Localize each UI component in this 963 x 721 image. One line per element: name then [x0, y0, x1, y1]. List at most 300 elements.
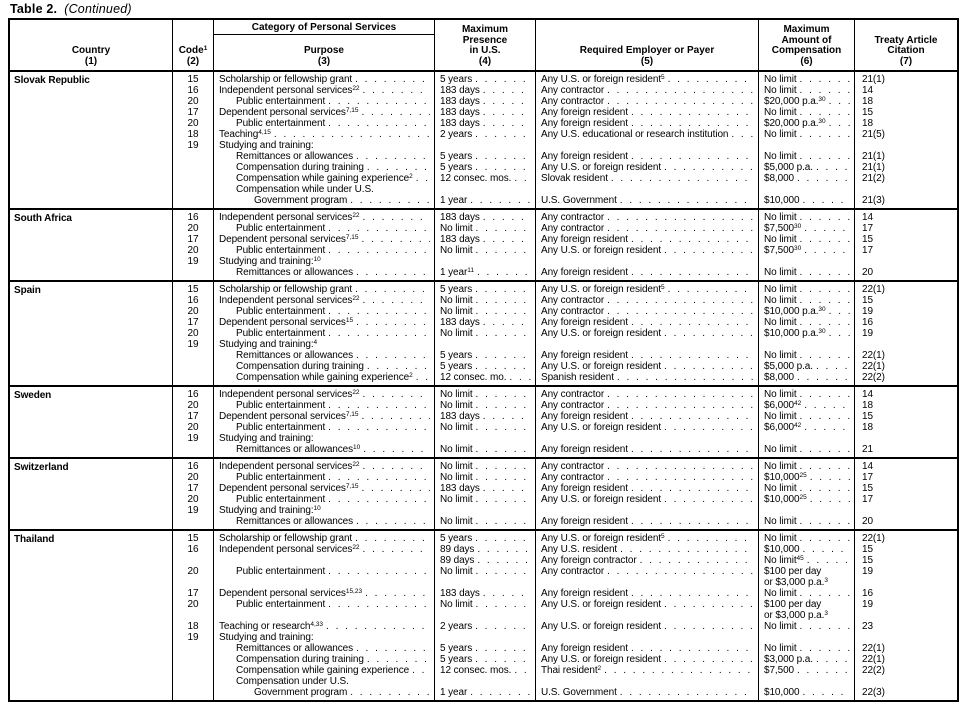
dot-leader	[358, 234, 430, 245]
presence-value: No limit . . .	[435, 566, 535, 577]
purpose-cell	[214, 387, 435, 457]
dot-leader	[797, 533, 850, 544]
payer-text: Any contractor . . .	[536, 472, 758, 483]
purpose-text: Independent personal services$^{22}$ . . .	[214, 212, 434, 223]
payer-text	[536, 140, 758, 151]
dot-leader	[661, 494, 754, 505]
dot-leader	[807, 494, 850, 505]
dot-leader	[472, 162, 531, 173]
dot-leader	[480, 588, 531, 599]
compensation-value	[759, 184, 854, 195]
dot-leader	[797, 516, 850, 527]
payer-text: Any contractor . . .	[536, 566, 758, 577]
presence-value: 1 year . . .	[435, 687, 535, 698]
header-purpose-label: Purpose	[303, 45, 344, 56]
purpose-text: Public entertainment . . .	[214, 400, 434, 411]
compensation-value	[759, 632, 854, 643]
compensation-cell	[759, 387, 855, 457]
purpose-text: Dependent personal services$^{15,23}$ . . .	[214, 588, 434, 599]
presence-value: No limit . . .	[435, 400, 535, 411]
payer-text: Any contractor . . .	[536, 96, 758, 107]
payer-text: U.S. Government . . .	[536, 687, 758, 698]
compensation-value	[759, 676, 854, 687]
code-value: 17	[187, 234, 199, 245]
dot-leader	[409, 665, 430, 676]
purpose-text: Public entertainment . . .	[214, 472, 434, 483]
payer-text: Any U.S. or foreign resident . . .	[536, 621, 758, 632]
code-value: 20	[187, 118, 199, 129]
payer-cell	[536, 72, 759, 208]
dot-leader	[360, 212, 430, 223]
dot-leader	[364, 162, 430, 173]
payer-text: Any foreign resident . . .	[536, 151, 758, 162]
dot-leader	[604, 85, 754, 96]
dot-leader	[797, 483, 850, 494]
dot-leader	[794, 665, 850, 676]
payer-text: Any U.S. or foreign resident . . .	[536, 599, 758, 610]
dot-leader	[797, 588, 850, 599]
country-section	[10, 72, 957, 208]
dot-leader	[325, 599, 430, 610]
purpose-text: Public entertainment . . .	[214, 422, 434, 433]
purpose-text: Compensation while gaining experience$^2$ . . .	[214, 173, 434, 184]
citation-value: 23	[862, 621, 873, 632]
code-value: 16	[187, 461, 199, 472]
dot-leader	[473, 306, 531, 317]
dot-leader	[480, 212, 531, 223]
footnote-reference: 22	[352, 85, 360, 92]
dot-leader	[506, 372, 531, 383]
presence-value: No limit . . .	[435, 444, 535, 455]
country-name: Slovak Republic	[14, 75, 90, 86]
payer-text: Slovak resident . . .	[536, 173, 758, 184]
code-value: 20	[187, 400, 199, 411]
compensation-value: No limit . . .	[759, 212, 854, 223]
dot-leader	[325, 566, 430, 577]
table-header-row	[10, 20, 957, 72]
dot-leader	[628, 118, 754, 129]
code-value: 17	[187, 107, 199, 118]
code-value: 19	[187, 256, 199, 267]
compensation-value: No limit . . .	[759, 411, 854, 422]
dot-leader	[797, 411, 850, 422]
dot-leader	[325, 328, 430, 339]
dot-leader	[628, 151, 754, 162]
compensation-cell	[759, 459, 855, 529]
country-section	[10, 208, 957, 280]
dot-leader	[472, 151, 531, 162]
footnote-reference: 3	[824, 610, 828, 617]
citation-value: 21(1)	[862, 74, 885, 85]
footnote-reference: 42	[794, 422, 802, 429]
footnote-reference: 7,15	[345, 483, 359, 490]
dot-leader	[480, 96, 531, 107]
dot-leader	[467, 687, 531, 698]
purpose-text: Independent personal services$^{22}$ . . .	[214, 85, 434, 96]
payer-text: Any foreign resident . . .	[536, 267, 758, 278]
code-value	[173, 195, 213, 206]
presence-value: 5 years . . .	[435, 151, 535, 162]
dot-leader	[797, 129, 850, 140]
compensation-value: $10,000 . . .	[759, 544, 854, 555]
payer-text: Any contractor . . .	[536, 400, 758, 411]
code-value	[173, 676, 213, 687]
purpose-text: Dependent personal services$^{7,15}$ . . .	[214, 483, 434, 494]
footnote-reference: 30	[794, 223, 802, 230]
citation-value: 15	[862, 234, 873, 245]
payer-text: Any foreign resident . . .	[536, 317, 758, 328]
citation-cell	[855, 459, 957, 529]
payer-text: Any contractor . . .	[536, 85, 758, 96]
code-value	[173, 184, 213, 195]
dot-leader	[801, 245, 850, 256]
presence-value	[435, 610, 535, 621]
dot-leader	[797, 74, 850, 85]
code-value	[173, 643, 213, 654]
dot-leader	[413, 372, 430, 383]
code-value	[173, 162, 213, 173]
presence-value: No limit . . .	[435, 422, 535, 433]
presence-value	[435, 256, 535, 267]
payer-text: Any contractor . . .	[536, 223, 758, 234]
presence-value: 5 years . . .	[435, 284, 535, 295]
purpose-text: Studying and training:$^{10}$	[219, 505, 321, 516]
country-name: Thailand	[14, 534, 55, 545]
citation-value: 22(1)	[862, 361, 885, 372]
citation-value: 19	[862, 328, 873, 339]
presence-value: 1 year . . .	[435, 195, 535, 206]
dot-leader	[473, 389, 531, 400]
dot-leader	[480, 107, 531, 118]
payer-text: Any foreign resident . . .	[536, 350, 758, 361]
purpose-cell	[214, 72, 435, 208]
footnote-reference: 3	[824, 577, 828, 584]
dot-leader	[604, 461, 754, 472]
citation-value: 16	[862, 317, 873, 328]
dot-leader	[601, 665, 754, 676]
citation-value: 17	[862, 245, 873, 256]
compensation-value: No limit . . .	[759, 461, 854, 472]
payer-text: Any foreign resident . . .	[536, 516, 758, 527]
citation-cell	[855, 282, 957, 385]
payer-text: Any U.S. or foreign resident . . .	[536, 162, 758, 173]
footnote-reference: 2	[409, 372, 413, 379]
footnote-reference: 25	[799, 494, 807, 501]
code-value: 20	[187, 223, 199, 234]
code-value: 15	[187, 284, 199, 295]
code-cell	[173, 459, 214, 529]
dot-leader	[473, 245, 531, 256]
dot-leader	[473, 295, 531, 306]
purpose-text: Public entertainment . . .	[214, 306, 434, 317]
compensation-value: $10,000 . . .	[759, 687, 854, 698]
compensation-value: $5,000 p.a. . . .	[759, 162, 854, 173]
citation-value: 22(1)	[862, 284, 885, 295]
header-code-footnote: 1	[203, 45, 208, 52]
dot-leader	[794, 173, 850, 184]
table-title-continued: (Continued)	[64, 2, 132, 16]
dot-leader	[360, 461, 430, 472]
compensation-value: No limit . . .	[759, 234, 854, 245]
citation-value	[855, 610, 957, 621]
presence-cell	[435, 282, 536, 385]
dot-leader	[661, 162, 754, 173]
dot-leader	[797, 444, 850, 455]
payer-text: Any U.S. or foreign resident . . .	[536, 328, 758, 339]
purpose-text: Public entertainment . . .	[214, 223, 434, 234]
payer-text	[536, 610, 758, 621]
payer-text: Any contractor . . .	[536, 306, 758, 317]
dot-leader	[628, 483, 754, 494]
dot-leader	[474, 555, 531, 566]
purpose-text: Compensation during training . . .	[214, 162, 434, 173]
dot-leader	[360, 444, 430, 455]
code-cell	[173, 531, 214, 700]
header-country-num: (1)	[84, 55, 98, 67]
citation-value: 14	[862, 212, 873, 223]
citation-value	[855, 577, 957, 588]
compensation-value: $10,000$^{25}$ . . .	[759, 494, 854, 505]
dot-leader	[325, 472, 430, 483]
dot-leader	[353, 267, 430, 278]
dot-leader	[353, 350, 430, 361]
dot-leader	[473, 223, 531, 234]
code-value	[173, 687, 213, 698]
header-code	[173, 20, 214, 70]
dot-leader	[480, 411, 531, 422]
dot-leader	[628, 107, 754, 118]
presence-value: 5 years . . .	[435, 74, 535, 85]
citation-value: 21(3)	[862, 195, 885, 206]
footnote-reference: 15,23	[345, 588, 363, 595]
dot-leader	[364, 654, 430, 665]
code-value: 20	[187, 245, 199, 256]
compensation-value: No limit . . .	[759, 151, 854, 162]
code-value: 19	[187, 140, 199, 151]
payer-text: Any foreign resident . . .	[536, 107, 758, 118]
footnote-reference: 22	[352, 544, 360, 551]
code-value: 20	[187, 599, 199, 610]
citation-value: 16	[862, 588, 873, 599]
presence-value: 5 years . . .	[435, 654, 535, 665]
dot-leader	[511, 665, 531, 676]
citation-value: 18	[862, 422, 873, 433]
payer-text	[536, 632, 758, 643]
citation-value: 17	[862, 494, 873, 505]
dot-leader	[271, 129, 430, 140]
presence-value	[435, 140, 535, 151]
compensation-value	[759, 256, 854, 267]
compensation-value: $6,000$^{42}$ . . .	[759, 422, 854, 433]
code-value: 18	[187, 129, 199, 140]
compensation-value: No limit$^{45}$ . . .	[759, 555, 854, 566]
dot-leader	[799, 195, 850, 206]
footnote-reference: 30	[818, 306, 826, 313]
citation-value	[855, 256, 957, 267]
dot-leader	[480, 85, 531, 96]
header-purpose-num: (3)	[317, 55, 331, 67]
citation-value: 18	[862, 96, 873, 107]
payer-text: Any contractor . . .	[536, 461, 758, 472]
dot-leader	[472, 129, 531, 140]
presence-value: 183 days . . .	[435, 212, 535, 223]
purpose-text: Dependent personal services$^{7,15}$ . . .	[214, 411, 434, 422]
compensation-value: $10,000$^{25}$ . . .	[759, 472, 854, 483]
citation-cell	[855, 387, 957, 457]
purpose-text: Teaching or research$^{4,33}$ . . .	[214, 621, 434, 632]
payer-text: Any foreign contractor . . .	[536, 555, 758, 566]
dot-leader	[665, 533, 754, 544]
dot-leader	[360, 389, 430, 400]
presence-value: 183 days . . .	[435, 96, 535, 107]
dot-leader	[352, 74, 430, 85]
dot-leader	[325, 494, 430, 505]
dot-leader	[797, 107, 850, 118]
footnote-reference: 22	[352, 461, 360, 468]
presence-value	[435, 433, 535, 444]
presence-value: No limit . . .	[435, 306, 535, 317]
country-section	[10, 457, 957, 529]
compensation-value: No limit . . .	[759, 621, 854, 632]
footnote-reference: 22	[352, 389, 360, 396]
code-value: 19	[187, 632, 199, 643]
citation-value	[855, 676, 957, 687]
presence-value: 12 consec. mos. . . .	[435, 173, 535, 184]
dot-leader	[325, 306, 430, 317]
payer-text: Any U.S. or foreign resident$^5$ . . .	[536, 74, 758, 85]
payer-text: Any U.S. or foreign resident . . .	[536, 422, 758, 433]
dot-leader	[353, 643, 430, 654]
dot-leader	[360, 295, 430, 306]
purpose-text	[214, 610, 434, 621]
footnote-reference: 30	[818, 96, 826, 103]
payer-text: Any foreign resident . . .	[536, 411, 758, 422]
purpose-text: Studying and training:	[219, 632, 314, 643]
footnote-reference: 42	[794, 400, 802, 407]
compensation-value	[759, 140, 854, 151]
footnote-reference: 2	[409, 173, 413, 180]
dot-leader	[628, 444, 754, 455]
purpose-text: Scholarship or fellowship grant . . .	[214, 533, 434, 544]
dot-leader	[467, 195, 531, 206]
compensation-value: $3,000 p.a. . . .	[759, 654, 854, 665]
table-title-prefix: Table 2.	[10, 2, 58, 16]
citation-value: 15	[862, 411, 873, 422]
dot-leader	[473, 472, 531, 483]
table-body	[10, 72, 957, 700]
dot-leader	[472, 74, 531, 85]
citation-value: 14	[862, 389, 873, 400]
country-section	[10, 385, 957, 457]
code-value	[173, 654, 213, 665]
payer-text	[536, 676, 758, 687]
payer-text: Any U.S. or foreign resident$^5$ . . .	[536, 533, 758, 544]
payer-text: Any foreign resident . . .	[536, 118, 758, 129]
presence-value: 89 days . . .	[435, 544, 535, 555]
purpose-text: Public entertainment . . .	[214, 494, 434, 505]
dot-leader	[474, 267, 531, 278]
purpose-text: Remittances or allowances$^{10}$ . . .	[214, 444, 434, 455]
code-cell	[173, 282, 214, 385]
country-section	[10, 280, 957, 385]
code-value: 16	[187, 389, 199, 400]
compensation-value: No limit . . .	[759, 295, 854, 306]
country-section	[10, 529, 957, 700]
purpose-text: Compensation while gaining experience . . .	[214, 665, 434, 676]
payer-text	[536, 256, 758, 267]
dot-leader	[358, 411, 430, 422]
footnote-reference: 15	[345, 317, 354, 324]
payer-text: U.S. Government . . .	[536, 195, 758, 206]
citation-value: 15	[862, 107, 873, 118]
table-title	[10, 2, 132, 16]
footnote-reference: 2	[597, 665, 602, 672]
dot-leader	[472, 284, 531, 295]
dot-leader	[799, 544, 850, 555]
presence-value: No limit . . .	[435, 389, 535, 400]
dot-leader	[628, 267, 754, 278]
dot-leader	[604, 566, 754, 577]
code-value: 20	[187, 96, 199, 107]
compensation-cell	[759, 72, 855, 208]
citation-value: 19	[862, 566, 873, 577]
purpose-text: Compensation during training . . .	[214, 654, 434, 665]
citation-value: 22(1)	[862, 350, 885, 361]
dot-leader	[614, 372, 754, 383]
dot-leader	[661, 361, 754, 372]
country-cell	[10, 210, 173, 280]
dot-leader	[628, 516, 754, 527]
purpose-text: Studying and training:$^{10}$	[219, 256, 321, 267]
dot-leader	[358, 483, 430, 494]
dot-leader	[617, 195, 754, 206]
dot-leader	[608, 173, 754, 184]
citation-value: 22(1)	[862, 654, 885, 665]
dot-leader	[628, 588, 754, 599]
code-value: 16	[187, 544, 199, 555]
presence-value: 12 consec. mo. . . .	[435, 372, 535, 383]
payer-cell	[536, 531, 759, 700]
dot-leader	[661, 599, 754, 610]
dot-leader	[511, 173, 531, 184]
code-value: 17	[187, 317, 199, 328]
compensation-value: $7,500$^{30}$ . . .	[759, 223, 854, 234]
country-cell	[10, 387, 173, 457]
footnote-reference: 4,15	[258, 129, 271, 136]
presence-value: No limit . . .	[435, 295, 535, 306]
dot-leader	[813, 162, 850, 173]
code-value: 17	[187, 411, 199, 422]
presence-value: 5 years . . .	[435, 361, 535, 372]
footnote-reference: 11	[467, 267, 474, 274]
presence-value: 5 years . . .	[435, 533, 535, 544]
dot-leader	[794, 372, 850, 383]
dot-leader	[797, 234, 850, 245]
presence-value: No limit . . .	[435, 328, 535, 339]
purpose-text: Compensation under U.S.	[236, 676, 349, 687]
payer-text: Any U.S. resident . . .	[536, 544, 758, 555]
purpose-text: Independent personal services$^{22}$ . . .	[214, 461, 434, 472]
purpose-text: Remittances or allowances . . .	[214, 267, 434, 278]
code-value: 17	[187, 483, 199, 494]
compensation-value: No limit . . .	[759, 74, 854, 85]
purpose-text: Independent personal services$^{22}$ . . .	[214, 295, 434, 306]
dot-leader	[472, 654, 531, 665]
compensation-value	[759, 505, 854, 516]
dot-leader	[797, 284, 850, 295]
purpose-text: Public entertainment . . .	[214, 566, 434, 577]
compensation-value: No limit . . .	[759, 317, 854, 328]
